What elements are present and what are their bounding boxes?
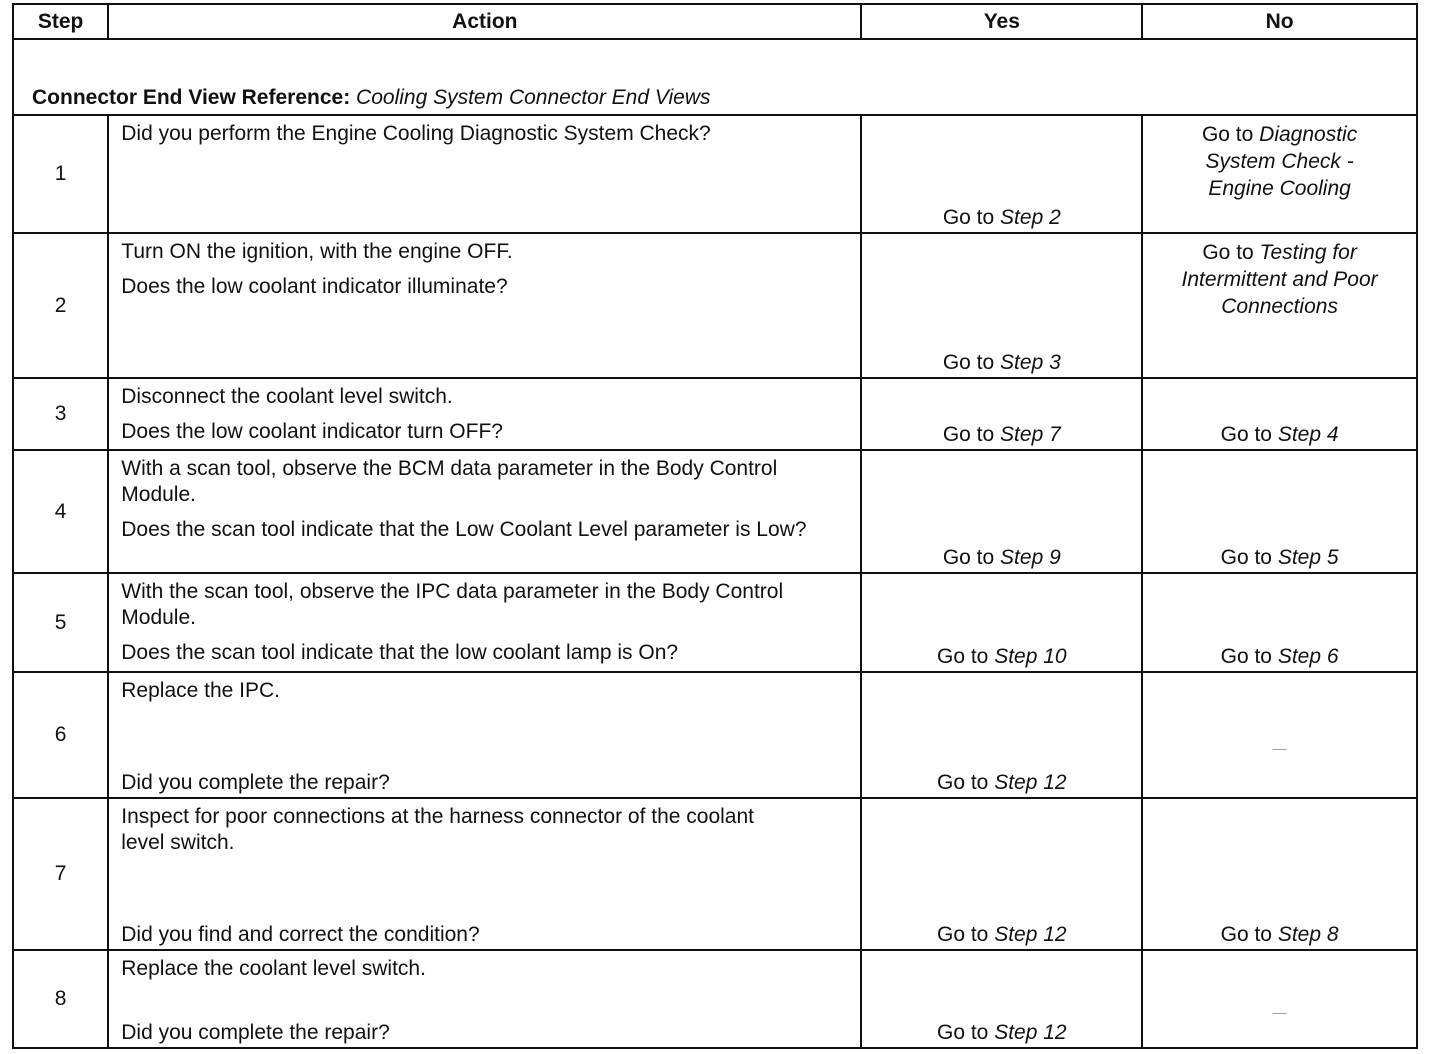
no-cell — [1142, 450, 1417, 573]
yes-link[interactable]: Step 12 — [994, 1021, 1067, 1044]
diagnostic-table — [12, 3, 1418, 1049]
yes-cell — [861, 378, 1142, 450]
reference-row — [13, 39, 1417, 115]
no-prefix: Go to — [1220, 423, 1272, 446]
no-link[interactable]: Step 5 — [1277, 546, 1339, 569]
table-row — [13, 378, 1417, 450]
table-row — [13, 115, 1417, 233]
yes-prefix: Go to — [942, 351, 995, 374]
dash-mark: — — [1272, 740, 1287, 756]
reference-link[interactable]: Cooling System Connector End Views — [356, 86, 711, 109]
action-statement: With the scan tool, observe the IPC data parameter in the Body Control Module. — [121, 580, 784, 629]
table-row — [13, 672, 1417, 798]
action-statement: Inspect for poor connections at the harness connector of the coolant level switch. — [121, 805, 754, 854]
yes-prefix: Go to — [936, 923, 989, 946]
header-no: No — [1142, 4, 1417, 39]
action-question: Does the scan tool indicate that the low coolant lamp is On? — [121, 641, 679, 664]
no-prefix: Go to — [1220, 923, 1272, 946]
no-cell — [1142, 378, 1417, 450]
action-cell — [108, 798, 861, 950]
yes-link[interactable]: Step 12 — [994, 771, 1067, 794]
yes-cell — [861, 950, 1142, 1048]
action-cell — [108, 378, 861, 450]
header-step: Step — [13, 4, 108, 39]
no-cell — [1142, 115, 1417, 233]
yes-prefix: Go to — [936, 771, 989, 794]
action-cell — [108, 573, 861, 672]
yes-prefix: Go to — [936, 1021, 989, 1044]
dash-mark: — — [1272, 1004, 1287, 1020]
no-cell — [1142, 233, 1417, 378]
yes-link[interactable]: Step 9 — [1000, 546, 1061, 569]
no-cell-empty — [1142, 672, 1417, 798]
table-row — [13, 450, 1417, 573]
action-statement: With a scan tool, observe the BCM data parameter in the Body Control Module. — [121, 457, 778, 506]
yes-prefix: Go to — [942, 206, 995, 229]
reference-label: Connector End View Reference: — [32, 86, 351, 109]
step-number: 5 — [13, 573, 108, 672]
no-prefix: Go to — [1220, 546, 1272, 569]
yes-cell — [861, 798, 1142, 950]
action-cell — [108, 672, 861, 798]
yes-link[interactable]: Step 10 — [994, 645, 1067, 668]
table-row — [13, 950, 1417, 1048]
yes-cell — [861, 233, 1142, 378]
action-question: Did you complete the repair? — [121, 771, 390, 794]
yes-link[interactable]: Step 7 — [1000, 423, 1061, 446]
diagnostic-table-container — [12, 3, 1418, 1049]
step-number: 3 — [13, 378, 108, 450]
connector-reference — [13, 39, 1417, 115]
no-cell — [1142, 798, 1417, 950]
action-cell — [108, 450, 861, 573]
yes-link[interactable]: Step 12 — [994, 923, 1067, 946]
yes-link[interactable]: Step 3 — [1000, 351, 1061, 374]
step-number: 7 — [13, 798, 108, 950]
no-prefix: Go to — [1202, 241, 1254, 264]
step-number: 2 — [13, 233, 108, 378]
action-question: Did you complete the repair? — [121, 1021, 390, 1044]
table-row — [13, 233, 1417, 378]
header-action: Action — [108, 4, 861, 39]
header-yes: Yes — [861, 4, 1142, 39]
yes-prefix: Go to — [936, 645, 989, 668]
yes-link[interactable]: Step 2 — [1000, 206, 1061, 229]
table-row — [13, 573, 1417, 672]
no-link[interactable]: Step 6 — [1277, 645, 1339, 668]
yes-cell — [861, 672, 1142, 798]
header-row — [13, 4, 1417, 39]
yes-cell — [861, 573, 1142, 672]
yes-cell — [861, 115, 1142, 233]
no-prefix: Go to — [1220, 645, 1272, 668]
no-link[interactable]: Step 8 — [1277, 923, 1339, 946]
step-number: 8 — [13, 950, 108, 1048]
action-statement: Replace the IPC. — [121, 679, 281, 702]
yes-cell — [861, 450, 1142, 573]
action-cell — [108, 950, 861, 1048]
table-row — [13, 798, 1417, 950]
no-link[interactable]: Testing for Intermittent and Poor Connections — [1181, 241, 1378, 318]
action-statement: Disconnect the coolant level switch. — [121, 385, 453, 408]
action-cell — [108, 233, 861, 378]
no-prefix: Go to — [1201, 123, 1254, 146]
yes-prefix: Go to — [942, 423, 995, 446]
no-cell-empty — [1142, 950, 1417, 1048]
action-question: Did you find and correct the condition? — [121, 923, 480, 946]
yes-prefix: Go to — [942, 546, 995, 569]
action-question: Does the scan tool indicate that the Low Coolant Level parameter is Low? — [121, 518, 807, 541]
no-link[interactable]: Diagnostic System Check - Engine Cooling — [1205, 123, 1358, 200]
action-question: Does the low coolant indicator turn OFF? — [121, 420, 503, 443]
action-question: Did you perform the Engine Cooling Diagnostic System Check? — [121, 122, 711, 145]
step-number: 6 — [13, 672, 108, 798]
action-statement: Turn ON the ignition, with the engine OFF. — [121, 240, 513, 263]
no-cell — [1142, 573, 1417, 672]
action-statement: Replace the coolant level switch. — [121, 957, 426, 980]
step-number: 1 — [13, 115, 108, 233]
step-number: 4 — [13, 450, 108, 573]
action-cell — [108, 115, 861, 233]
action-question: Does the low coolant indicator illuminate? — [121, 275, 508, 298]
no-link[interactable]: Step 4 — [1277, 423, 1339, 446]
